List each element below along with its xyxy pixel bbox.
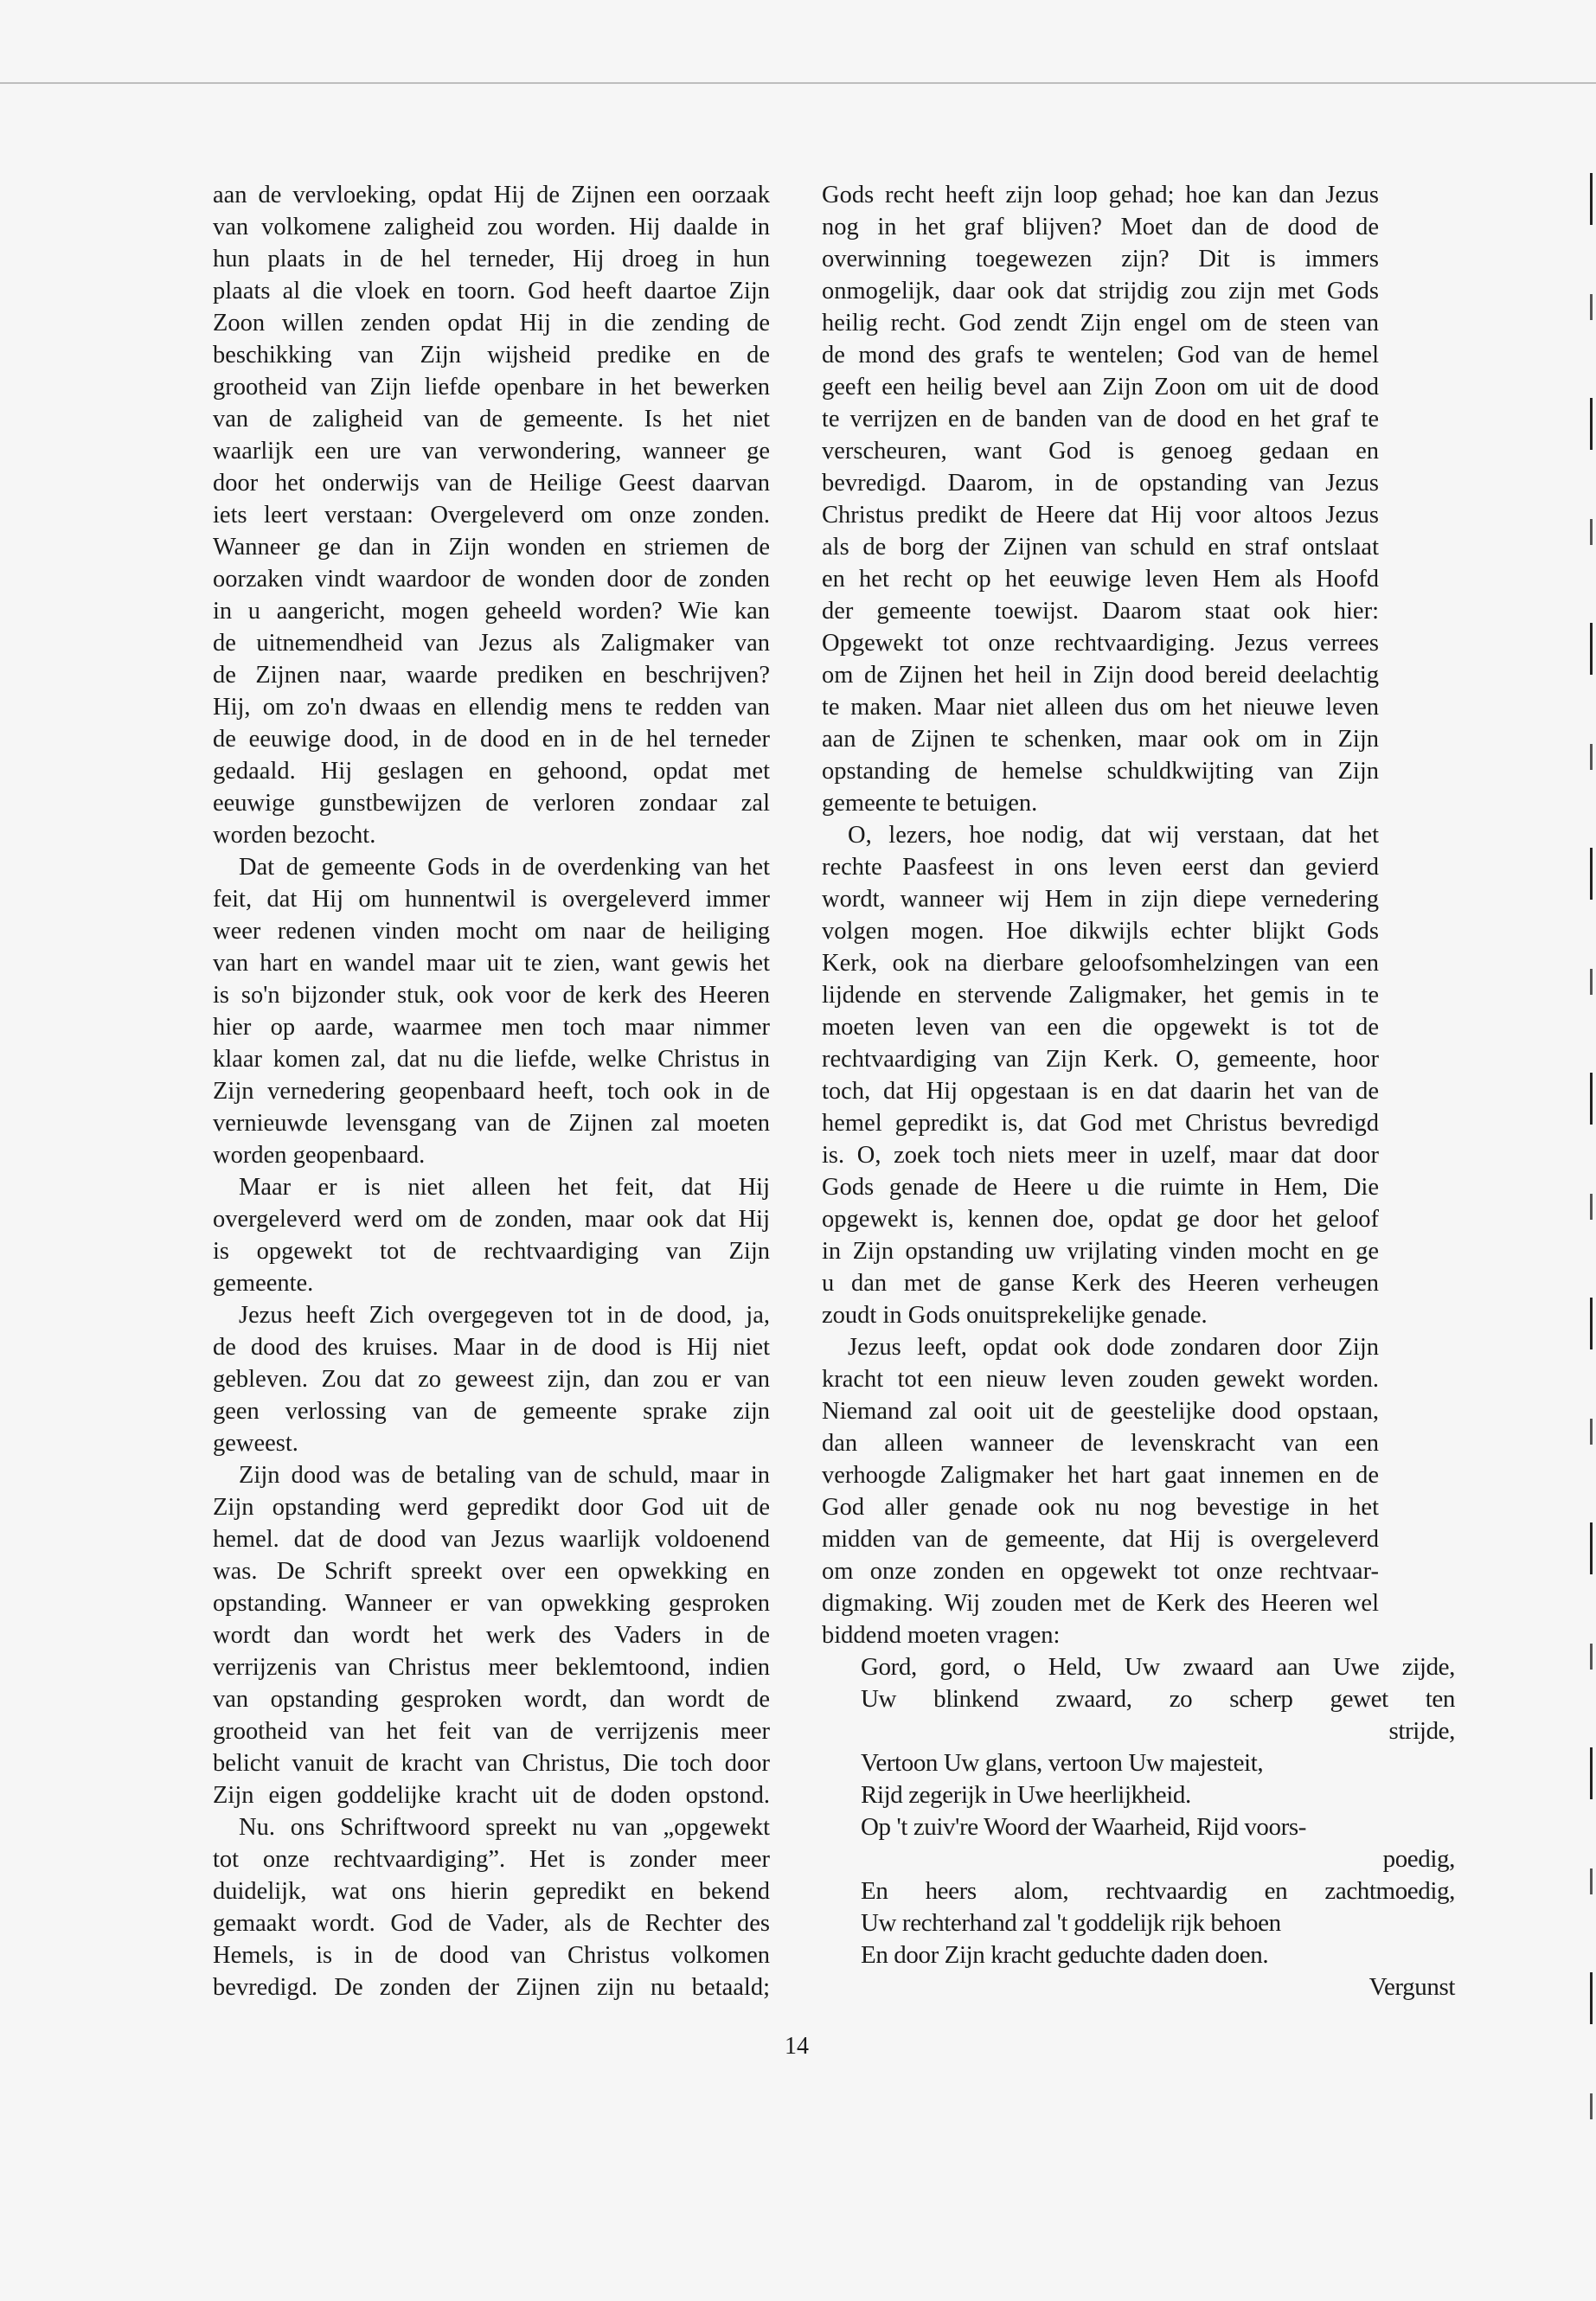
text-line: hemel gepredikt is, dat God met Christus bevredigd: [822, 1110, 1379, 1137]
text-line: Uw rechterhand zal 't goddelijk rijk behoen: [861, 1909, 1281, 1937]
text-line: verhoogde Zaligmaker het hart gaat innemen en de: [822, 1462, 1379, 1489]
text-line: de mond des grafs te wentelen; God van de hemel: [822, 342, 1379, 369]
text-line: heilig recht. God zendt Zijn engel om de steen van: [822, 310, 1379, 336]
text-line: geweest.: [213, 1430, 298, 1457]
text-line: Wanneer ge dan in Zijn wonden en striemen de: [213, 534, 770, 561]
text-line: van hart en wandel maar uit te zien, want gewis het: [213, 950, 770, 977]
text-line: Uw blinkend zwaard, zo scherp gewet ten: [861, 1685, 1455, 1713]
text-line: was. De Schrift spreekt over een opwekking en: [213, 1558, 770, 1585]
text-line: volgen mogen. Hoe dikwijls echter blijkt Gods: [822, 918, 1379, 945]
text-line: vernieuwde levensgang van de Zijnen zal moeten: [213, 1110, 770, 1137]
text-line: digmaking. Wij zouden met de Kerk des Heeren wel: [822, 1590, 1379, 1617]
text-line: geen verlossing van de gemeente sprake zijn: [213, 1398, 770, 1425]
text-line: van de zaligheid van de gemeente. Is het niet: [213, 406, 770, 433]
text-line: zoudt in Gods onuitsprekelijke genade.: [822, 1302, 1208, 1329]
text-line: biddend moeten vragen:: [822, 1622, 1061, 1649]
text-line: verscheuren, want God is genoeg gedaan en: [822, 438, 1379, 465]
text-line: iets leert verstaan: Overgeleverd om onze zonden.: [213, 502, 770, 529]
text-line: feit, dat Hij om hunnentwil is overgeleverd immer: [213, 886, 770, 913]
text-line: Hij, om zo'n dwaas en ellendig mens te redden van: [213, 694, 770, 721]
text-line: van volkomene zaligheid zou worden. Hij daalde in: [213, 214, 770, 240]
text-line: overwinning toegewezen zijn? Dit is immers: [822, 246, 1379, 272]
text-line: Gods recht heeft zijn loop gehad; hoe kan dan Jezus: [822, 182, 1379, 208]
text-line: oorzaken vindt waardoor de wonden door de zonden: [213, 566, 770, 593]
text-line: als de borg der Zijnen van schuld en straf ontslaat: [822, 534, 1379, 561]
text-line: Maar er is niet alleen het feit, dat Hij: [239, 1174, 770, 1201]
text-line: bevredigd. De zonden der Zijnen zijn nu betaald;: [213, 1974, 770, 2001]
text-line: En door Zijn kracht geduchte daden doen.: [861, 1941, 1269, 1969]
text-line: Op 't zuiv're Woord der Waarheid, Rijd voors-: [861, 1813, 1307, 1841]
text-line: is so'n bijzonder stuk, ook voor de kerk des Heeren: [213, 982, 770, 1009]
text-line: Jezus heeft Zich overgegeven tot in de dood, ja,: [239, 1302, 770, 1329]
text-line: te verrijzen en de banden van de dood en het graf te: [822, 406, 1379, 433]
text-line: hun plaats in de hel terneder, Hij droeg in hun: [213, 246, 770, 272]
text-line: opgewekt is, kennen doe, opdat ge door het geloof: [822, 1206, 1379, 1233]
text-line: Gods genade de Heere u die ruimte in Hem, Die: [822, 1174, 1379, 1201]
poem-quotation: [861, 1651, 1455, 1971]
text-line: hier op aarde, waarmee men toch maar nimmer: [213, 1014, 770, 1041]
text-line: En heers alom, rechtvaardig en zachtmoedig,: [861, 1877, 1455, 1905]
text-line: en het recht op het eeuwige leven Hem als Hoofd: [822, 566, 1379, 593]
text-line: plaats al die vloek en toorn. God heeft daartoe Zijn: [213, 278, 770, 304]
text-line: in u aangericht, mogen geheeld worden? Wie kan: [213, 598, 770, 625]
text-line: opstanding de hemelse schuldkwijting van Zijn: [822, 758, 1379, 785]
text-line: Zoon willen zenden opdat Hij in die zending de: [213, 310, 770, 336]
page-number: 14: [785, 2033, 809, 2060]
text-line: Kerk, ook na dierbare geloofsomhelzingen van een: [822, 950, 1379, 977]
text-line: de Zijnen naar, waarde prediken en beschrijven?: [213, 662, 770, 689]
text-line: door het onderwijs van de Heilige Geest daarvan: [213, 470, 770, 497]
text-line: Zijn dood was de betaling van de schuld, maar in: [239, 1462, 770, 1489]
scan-edge-top: [0, 82, 1596, 84]
text-line: der gemeente toewijst. Daarom staat ook hier:: [822, 598, 1379, 625]
right-column: [822, 179, 1455, 2003]
text-line: belicht vanuit de kracht van Christus, Die toch door: [213, 1750, 770, 1777]
text-line: Dat de gemeente Gods in de overdenking van het: [239, 854, 770, 881]
text-line: gemeente.: [213, 1270, 314, 1297]
text-line: u dan met de ganse Kerk des Heeren verheugen: [822, 1270, 1379, 1297]
text-line: gemaakt wordt. God de Vader, als de Rechter des: [213, 1910, 770, 1937]
text-line: dan alleen wanneer de levenskracht van een: [822, 1430, 1379, 1457]
text-line: strijde,: [1388, 1717, 1455, 1745]
text-line: grootheid van Zijn liefde openbare in het bewerken: [213, 374, 770, 401]
text-line: poedig,: [1382, 1845, 1455, 1873]
text-line: Christus predikt de Heere dat Hij voor altoos Jezus: [822, 502, 1379, 529]
text-line: Zijn eigen goddelijke kracht uit de doden opstond.: [213, 1782, 770, 1809]
text-line: Niemand zal ooit uit de geestelijke dood opstaan,: [822, 1398, 1379, 1425]
text-line: gemeente te betuigen.: [822, 790, 1038, 817]
text-line: om de Zijnen het heil in Zijn dood bereid deelachtig: [822, 662, 1379, 689]
text-line: de uitnemendheid van Jezus als Zaligmaker van: [213, 630, 770, 657]
text-line: beschikking van Zijn wijsheid predike en de: [213, 342, 770, 369]
text-line: aan de vervloeking, opdat Hij de Zijnen een oorzaak: [213, 182, 770, 208]
right-column-prose: [822, 179, 1420, 1651]
text-line: onmogelijk, daar ook dat strijdig zou zijn met Gods: [822, 278, 1379, 304]
text-line: nog in het graf blijven? Moet dan de dood de: [822, 214, 1379, 240]
text-line: God aller genade ook nu nog bevestige in het: [822, 1494, 1379, 1521]
text-line: Rijd zegerijk in Uwe heerlijkheid.: [861, 1781, 1191, 1809]
text-line: O, lezers, hoe nodig, dat wij verstaan, dat het: [848, 822, 1379, 849]
text-line: Nu. ons Schriftwoord spreekt nu van „opgewekt: [239, 1814, 770, 1841]
text-line: gedaald. Hij geslagen en gehoond, opdat met: [213, 758, 770, 785]
text-line: rechte Paasfeest in ons leven eerst dan gevierd: [822, 854, 1379, 881]
text-line: toch, dat Hij opgestaan is en dat daarin het van de: [822, 1078, 1379, 1105]
text-line: in Zijn opstanding uw vrijlating vinden mocht en ge: [822, 1238, 1379, 1265]
text-line: rechtvaardiging van Zijn Kerk. O, gemeente, hoor: [822, 1046, 1379, 1073]
text-line: midden van de gemeente, dat Hij is overgeleverd: [822, 1526, 1379, 1553]
text-line: gebleven. Zou dat zo geweest zijn, dan zou er van: [213, 1366, 770, 1393]
text-line: Zijn opstanding werd gepredikt door God uit de: [213, 1494, 770, 1521]
text-line: is. O, zoek toch niets meer in uzelf, maar dat door: [822, 1142, 1379, 1169]
left-column: [213, 179, 770, 2003]
text-line: waarlijk een ure van verwondering, wanneer ge: [213, 438, 770, 465]
text-line: is opgewekt tot de rechtvaardiging van Zijn: [213, 1238, 770, 1265]
text-line: overgeleverd werd om de zonden, maar ook dat Hij: [213, 1206, 770, 1233]
text-line: bevredigd. Daarom, in de opstanding van Jezus: [822, 470, 1379, 497]
text-line: te maken. Maar niet alleen dus om het nieuwe leven: [822, 694, 1379, 721]
text-line: Gord, gord, o Held, Uw zwaard aan Uwe zijde,: [861, 1653, 1455, 1681]
text-line: klaar komen zal, dat nu die liefde, welke Christus in: [213, 1046, 770, 1073]
poem-signature: Vergunst: [1368, 1973, 1455, 2001]
text-line: wordt dan wordt het werk des Vaders in de: [213, 1622, 770, 1649]
text-line: eeuwige gunstbewijzen de verloren zondaar zal: [213, 790, 770, 817]
text-line: verrijzenis van Christus meer beklemtoond, indien: [213, 1654, 770, 1681]
text-line: om onze zonden en opgewekt tot onze rechtvaar-: [822, 1558, 1379, 1585]
text-line: worden geopenbaard.: [213, 1142, 426, 1169]
text-line: kracht tot een nieuw leven zouden gewekt worden.: [822, 1366, 1379, 1393]
text-line: hemel. dat de dood van Jezus waarlijk voldoenend: [213, 1526, 770, 1553]
text-line: Zijn vernedering geopenbaard heeft, toch ook in de: [213, 1078, 770, 1105]
text-line: worden bezocht.: [213, 822, 376, 849]
scan-edge-right: [1590, 173, 1593, 2163]
text-line: de dood des kruises. Maar in de dood is Hij niet: [213, 1334, 770, 1361]
text-line: Vertoon Uw glans, vertoon Uw majesteit,: [861, 1749, 1264, 1777]
text-line: van opstanding gesproken wordt, dan wordt de: [213, 1686, 770, 1713]
text-line: wordt, wanneer wij Hem in zijn diepe vernedering: [822, 886, 1379, 913]
text-line: de eeuwige dood, in de dood en in de hel terneder: [213, 726, 770, 753]
text-line: aan de Zijnen te schenken, maar ook om in Zijn: [822, 726, 1379, 753]
text-line: Opgewekt tot onze rechtvaardiging. Jezus verrees: [822, 630, 1379, 657]
text-line: Jezus leeft, opdat ook dode zondaren door Zijn: [848, 1334, 1379, 1361]
text-line: tot onze rechtvaardiging”. Het is zonder meer: [213, 1846, 770, 1873]
text-line: geeft een heilig bevel aan Zijn Zoon om uit de dood: [822, 374, 1379, 401]
text-line: moeten leven van een die opgewekt is tot de: [822, 1014, 1379, 1041]
text-line: duidelijk, wat ons hierin gepredikt en bekend: [213, 1878, 770, 1905]
text-line: weer redenen vinden mocht om naar de heiliging: [213, 918, 770, 945]
text-line: Hemels, is in de dood van Christus volkomen: [213, 1942, 770, 1969]
text-line: grootheid van het feit van de verrijzenis meer: [213, 1718, 770, 1745]
text-line: lijdende en stervende Zaligmaker, het gemis in te: [822, 982, 1379, 1009]
text-line: opstanding. Wanneer er van opwekking gesproken: [213, 1590, 770, 1617]
